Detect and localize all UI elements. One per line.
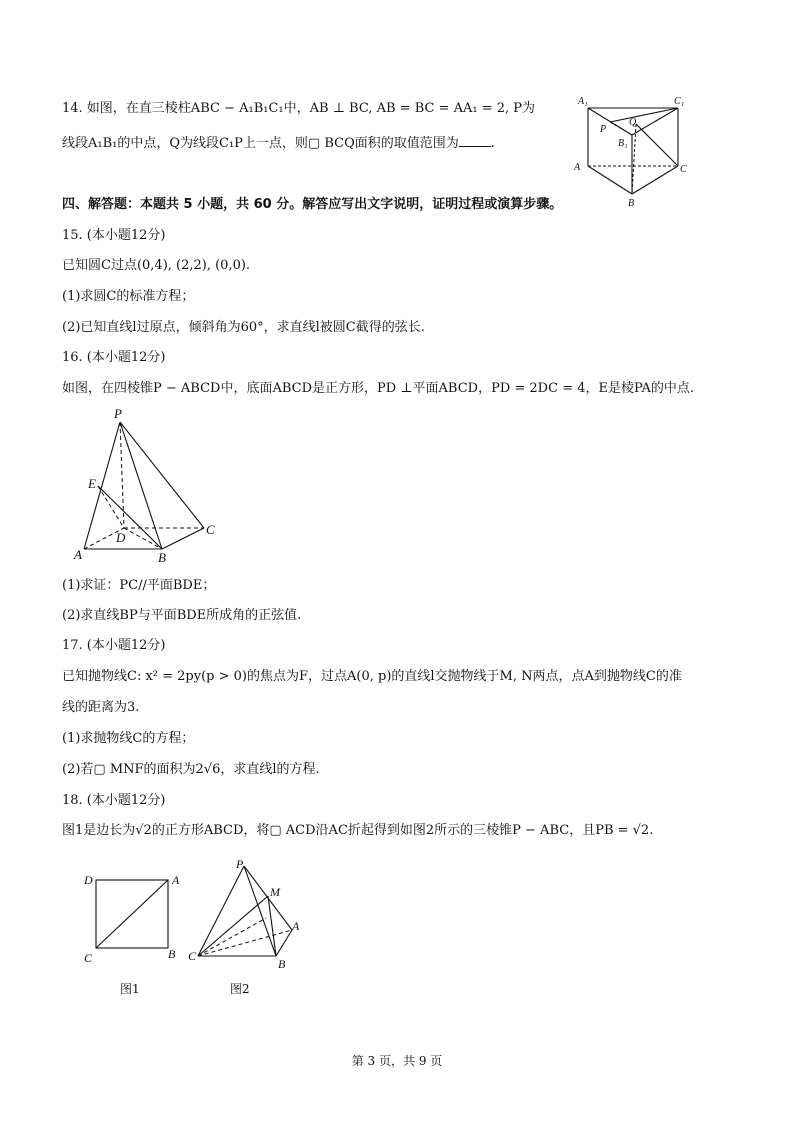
square-label-D: D bbox=[84, 873, 93, 887]
tetra-label-B: B bbox=[278, 957, 286, 971]
prism-label-B1: B₁ bbox=[618, 138, 628, 149]
q15-part1: (1)求圆C的标准方程； bbox=[62, 289, 195, 304]
square-label-A: A bbox=[172, 873, 180, 887]
q17-part1: (1)求抛物线C的方程； bbox=[62, 731, 195, 746]
q16-header: 16. (本小题12分) bbox=[62, 350, 166, 365]
q15-header: 15. (本小题12分) bbox=[62, 228, 166, 243]
prism-label-Q: Q bbox=[629, 117, 637, 128]
tetra-label-P: P bbox=[236, 857, 244, 871]
pyramid-label-B: B bbox=[158, 550, 166, 565]
pyramid-label-P: P bbox=[114, 406, 122, 421]
q17-stem-line1: 已知抛物线C: x² = 2py(p > 0)的焦点为F，过点A(0, p)的直线l交抛物线于M, N两点，点A到抛物线C的准 bbox=[62, 669, 682, 684]
prism-label-C: C bbox=[680, 164, 687, 175]
q14-line1: 14. 如图，在直三棱柱ABC − A₁B₁C₁中，AB ⊥ BC, AB = BC = AA₁ = 2, P为 bbox=[62, 101, 536, 116]
prism-label-A1: A₁ bbox=[578, 96, 588, 107]
q15-part2: (2)已知直线l过原点，倾斜角为60°，求直线l被圆C截得的弦长. bbox=[62, 320, 425, 335]
prism-figure bbox=[570, 92, 700, 212]
q16-part1: (1)求证：PC//平面BDE； bbox=[62, 578, 216, 593]
square-label-B: B bbox=[168, 947, 176, 961]
q18-header: 18. (本小题12分) bbox=[62, 793, 166, 808]
prism-label-A: A bbox=[574, 162, 581, 173]
section-4-heading: 四、解答题：本题共 5 小题，共 60 分。解答应写出文字说明，证明过程或演算步骤。 bbox=[62, 197, 563, 212]
prism-label-P: P bbox=[600, 124, 607, 135]
q14-line2: 线段A₁B₁的中点，Q为线段C₁P上一点，则▢ BCQ面积的取值范围为 . bbox=[62, 136, 495, 151]
q16-part2: (2)求直线BP与平面BDE所成角的正弦值. bbox=[62, 608, 302, 623]
q18-stem: 图1是边长为√2的正方形ABCD，将▢ ACD沿AC折起得到如图2所示的三棱锥P − ABC，且PB = √2. bbox=[62, 823, 654, 838]
q17-header: 17. (本小题12分) bbox=[62, 638, 166, 653]
figure-1-caption: 图1 bbox=[120, 982, 140, 996]
pyramid-label-E: E bbox=[88, 476, 96, 491]
prism-label-B: B bbox=[628, 198, 635, 209]
tetra-label-C: C bbox=[188, 949, 197, 963]
answer-blank bbox=[459, 134, 491, 147]
pyramid-label-A: A bbox=[74, 547, 82, 562]
page-footer: 第 3 页，共 9 页 bbox=[351, 1054, 443, 1068]
tetrahedron-figure bbox=[186, 856, 310, 972]
pyramid-label-C: C bbox=[206, 522, 215, 537]
pyramid-label-D: D bbox=[116, 530, 126, 545]
square-figure bbox=[82, 868, 192, 968]
prism-label-C1: C₁ bbox=[674, 96, 685, 107]
square-label-C: C bbox=[84, 951, 93, 965]
pyramid-figure bbox=[70, 404, 230, 569]
q15-stem: 已知圆C过点(0,4), (2,2), (0,0). bbox=[62, 258, 251, 273]
tetra-label-A: A bbox=[292, 919, 300, 933]
q17-stem-line2: 线的距离为3. bbox=[62, 700, 140, 715]
tetra-label-M: M bbox=[270, 885, 280, 899]
q17-part2: (2)若▢ MNF的面积为2√6，求直线l的方程. bbox=[62, 762, 320, 777]
figure-2-caption: 图2 bbox=[230, 982, 250, 996]
q16-stem: 如图，在四棱锥P − ABCD中，底面ABCD是正方形，PD ⊥平面ABCD，PD = 2DC = 4，E是棱PA的中点. bbox=[62, 381, 695, 396]
